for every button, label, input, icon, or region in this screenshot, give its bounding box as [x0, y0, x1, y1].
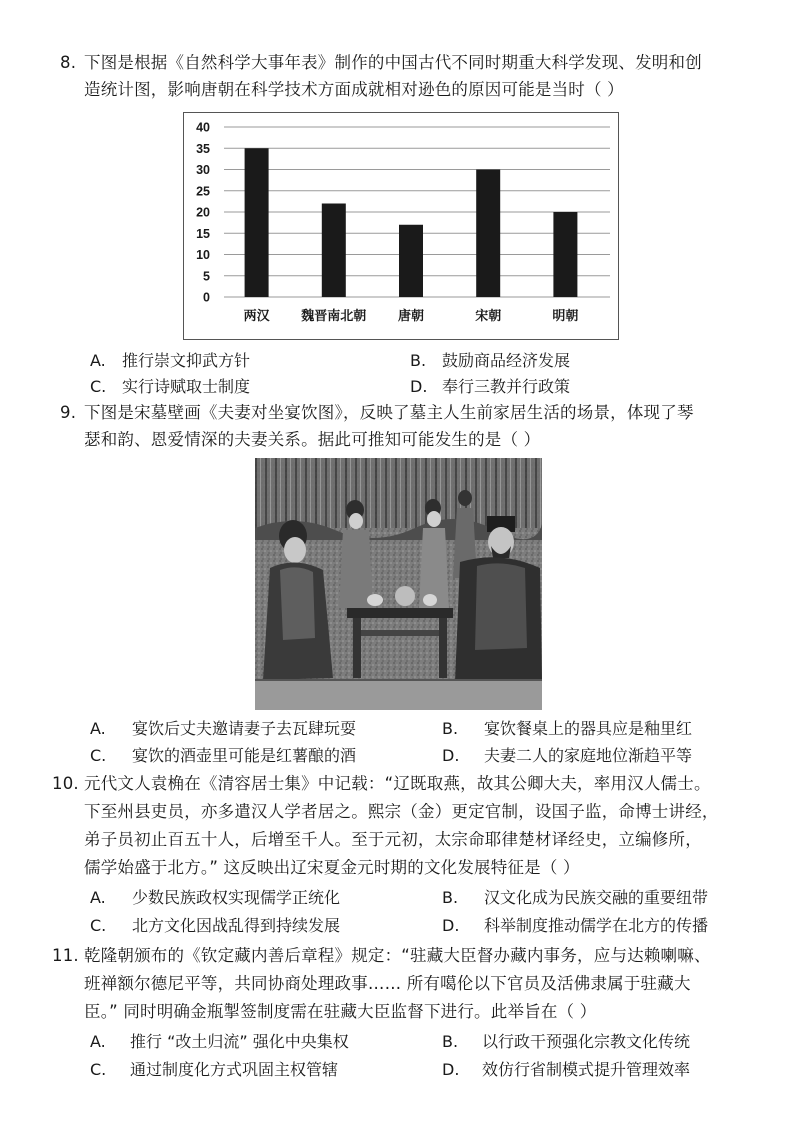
q8-option-a-key: A.: [90, 351, 106, 370]
x-category-label: 唐朝: [397, 309, 425, 324]
q9-option-d-text: 夫妻二人的家庭地位渐趋平等: [484, 746, 693, 765]
x-category-label: 明朝: [552, 309, 579, 324]
q11-option-c[interactable]: [90, 1059, 338, 1081]
q10-option-c-text: 北方文化因战乱得到持续发展: [132, 916, 341, 935]
q9-option-b[interactable]: [442, 718, 692, 740]
q10-stem-line4: 儒学始盛于北方。” 这反映出辽宋夏金元时期的文化发展特征是（ ）: [84, 858, 580, 877]
y-tick-label: 0: [203, 290, 210, 305]
q11-option-a-key: A.: [90, 1032, 106, 1051]
q10-number: 10.: [52, 774, 79, 793]
q11-option-a-text: 推行 “改土归流” 强化中央集权: [130, 1032, 349, 1051]
q9-option-d-key: D.: [442, 746, 460, 765]
q10-stem-line3: 弟子员初止百五十人，后增至千人。至于元初，太宗命耶律楚材译经史，立编修所，: [84, 830, 702, 849]
q8-option-c-key: C.: [90, 377, 107, 396]
q11-option-b-key: B.: [442, 1032, 459, 1051]
bar-2: [399, 225, 423, 297]
bar-3: [476, 170, 500, 298]
q11-stem-line1: 乾隆朝颁布的《钦定藏内善后章程》规定：“驻藏大臣督办藏内事务，应与达赖喇嘛、: [84, 946, 711, 965]
q11-option-d-text: 效仿行省制模式提升管理效率: [482, 1060, 691, 1079]
y-tick-label: 25: [196, 184, 210, 199]
q11-option-a[interactable]: [90, 1031, 349, 1053]
mural-painting-svg: [255, 458, 542, 710]
q10-option-a-text: 少数民族政权实现儒学正统化: [132, 888, 341, 907]
q10-option-b-key: B.: [442, 888, 459, 907]
q11-option-b-text: 以行政干预强化宗教文化传统: [482, 1032, 691, 1051]
x-category-label: 宋朝: [475, 309, 502, 324]
q8-option-d-key: D.: [410, 377, 428, 396]
bar-chart: [183, 112, 619, 340]
mural-painting-image: [255, 458, 542, 710]
q8-option-c[interactable]: [90, 376, 250, 398]
q11-number: 11.: [52, 946, 79, 965]
y-tick-label: 15: [196, 226, 210, 241]
q11-option-b[interactable]: [442, 1031, 690, 1053]
q8-stem-line1: 下图是根据《自然科学大事年表》制作的中国古代不同时期重大科学发现、发明和创: [84, 53, 702, 72]
q8-option-a-text: 推行崇文抑武方针: [122, 351, 251, 370]
q8-number: 8.: [60, 53, 77, 72]
q11-option-c-text: 通过制度化方式巩固主权管辖: [130, 1060, 339, 1079]
q11-option-d-key: D.: [442, 1060, 460, 1079]
q10-option-d[interactable]: [442, 915, 708, 937]
y-tick-label: 20: [196, 205, 210, 220]
q10-stem-line2: 下至州县吏员，亦多遣汉人学者居之。熙宗（金）更定官制，设国子监，命博士讲经，: [84, 802, 719, 821]
q11-option-d[interactable]: [442, 1059, 690, 1081]
q10-option-c[interactable]: [90, 915, 340, 937]
q8-option-b-key: B.: [410, 351, 427, 370]
q9-option-a[interactable]: [90, 718, 356, 740]
q8-option-b-text: 鼓励商品经济发展: [442, 351, 571, 370]
q8-option-c-text: 实行诗赋取士制度: [122, 377, 251, 396]
q9-option-a-key: A.: [90, 719, 106, 738]
q11-stem-line3: 臣。” 同时明确金瓶掣签制度需在驻藏大臣监督下进行。此举旨在（ ）: [84, 1002, 597, 1021]
q10-option-a[interactable]: [90, 887, 340, 909]
q10-option-c-key: C.: [90, 916, 107, 935]
q9-option-c-text: 宴饮的酒壶里可能是红薯酿的酒: [132, 746, 357, 765]
q8-option-b[interactable]: [410, 350, 570, 372]
q9-stem-line2: 瑟和韵、恩爱情深的夫妻关系。据此可推知可能发生的是（ ）: [84, 430, 541, 449]
q11-stem-line2: 班禅额尔德尼平等，共同协商处理政事…… 所有噶伦以下官员及活佛隶属于驻藏大: [84, 974, 691, 993]
y-tick-label: 5: [203, 269, 210, 284]
q9-stem-line1: 下图是宋墓壁画《夫妻对坐宴饮图》，反映了墓主人生前家居生活的场景，体现了琴: [84, 403, 694, 422]
q9-option-b-text: 宴饮餐桌上的器具应是釉里红: [484, 719, 693, 738]
bar-chart-svg: [184, 113, 620, 341]
q8-option-d[interactable]: [410, 376, 570, 398]
bar-1: [322, 204, 346, 298]
q10-option-b[interactable]: [442, 887, 708, 909]
bar-4: [553, 212, 577, 297]
q10-option-b-text: 汉文化成为民族交融的重要纽带: [484, 888, 709, 907]
y-tick-label: 35: [196, 141, 210, 156]
y-tick-label: 40: [196, 120, 210, 135]
q8-option-d-text: 奉行三教并行政策: [442, 377, 571, 396]
q9-option-a-text: 宴饮后丈夫邀请妻子去瓦肆玩耍: [132, 719, 357, 738]
q10-option-d-text: 科举制度推动儒学在北方的传播: [484, 916, 709, 935]
x-category-label: 两汉: [243, 309, 270, 324]
q10-stem-line1: 元代文人袁桷在《清容居士集》中记载：“辽既取燕，故其公卿大夫，率用汉人儒士。: [84, 774, 711, 793]
q8-option-a[interactable]: [90, 350, 250, 372]
q11-option-c-key: C.: [90, 1060, 107, 1079]
y-tick-label: 30: [196, 163, 210, 177]
q10-option-d-key: D.: [442, 916, 460, 935]
y-tick-label: 10: [196, 248, 210, 262]
x-category-label: 魏晋南北朝: [301, 309, 367, 324]
q9-number: 9.: [60, 403, 77, 422]
q10-option-a-key: A.: [90, 888, 106, 907]
q9-option-c-key: C.: [90, 746, 107, 765]
q9-option-d[interactable]: [442, 745, 692, 767]
q9-option-b-key: B.: [442, 719, 459, 738]
q9-option-c[interactable]: [90, 745, 356, 767]
bar-0: [245, 148, 269, 297]
q8-stem-line2: 造统计图，影响唐朝在科学技术方面成就相对逊色的原因可能是当时（ ）: [84, 80, 624, 99]
